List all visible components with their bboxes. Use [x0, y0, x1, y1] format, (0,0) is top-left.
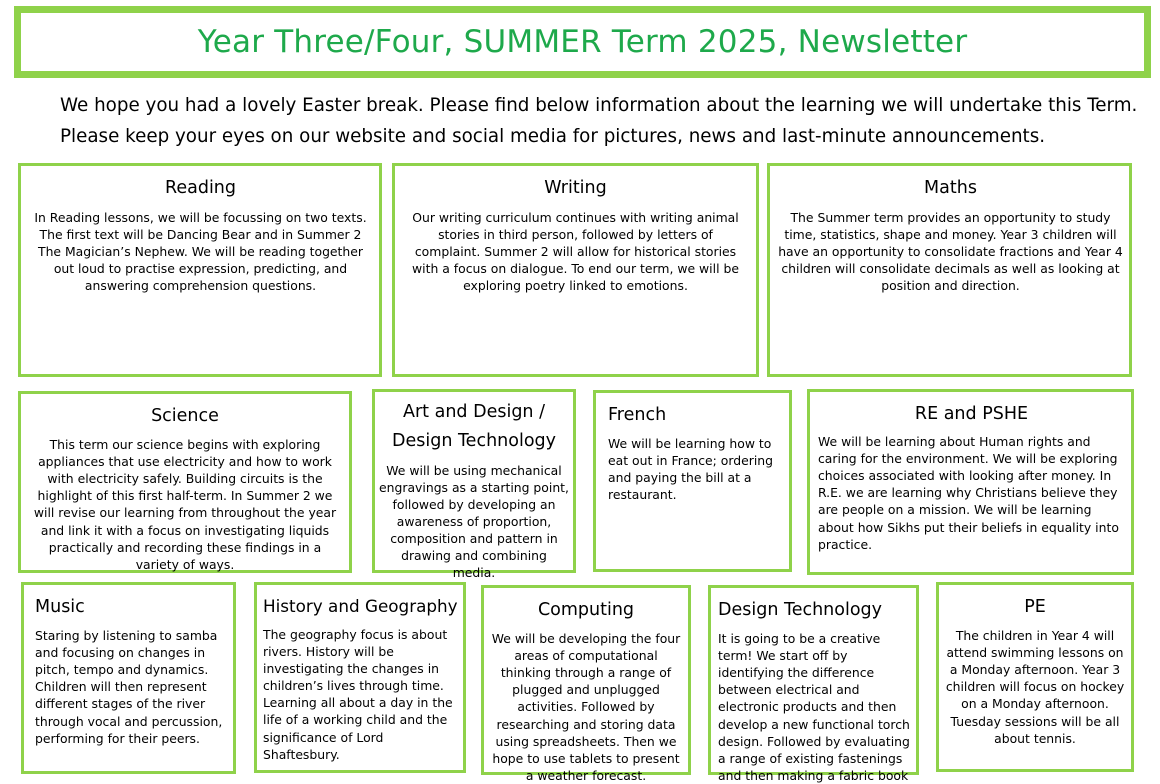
re-pshe-text: We will be learning about Human rights and caring for the environment. We will be exploring choices associated with looking after money. In R.E. we are learning why Christians believe they are people on a mission. We will be learning about how Sikhs put their beliefs in equality into practice.: [818, 434, 1119, 552]
computing-section: [481, 585, 691, 783]
computing-heading: Computing: [537, 600, 635, 620]
newsletter-title: Year Three/Four, SUMMER Term 2025, Newsletter: [197, 24, 968, 60]
design-technology-heading: Design Technology: [718, 600, 883, 620]
design-technology-text: It is going to be a creative term! We start off by identifying the difference between electrical and electronic products and then develop a new functional torch design. Followed by evaluating a range of existing fastenings and then making a fabric book: [718, 631, 910, 783]
art-design-text: We will be using mechanical engravings as a starting point, followed by developing an awareness of proportion, composition and pattern in drawing and combining media.: [379, 462, 569, 581]
re-pshe-heading: RE and PSHE: [914, 404, 1029, 424]
science-heading: Science: [151, 406, 219, 426]
music-section: [21, 582, 236, 774]
reading-section: [18, 163, 382, 377]
newsletter-title-box: [14, 6, 1151, 78]
maths-heading: Maths: [924, 178, 977, 198]
writing-heading: Writing: [544, 178, 607, 198]
design-technology-section: [708, 585, 919, 783]
re-pshe-section: [807, 389, 1134, 575]
pe-section: [936, 582, 1134, 772]
music-text: Staring by listening to samba and focusing on changes in pitch, tempo and dynamics. Children will then represent different stages of the river through vocal and percussion, performing for their peers.: [35, 628, 223, 746]
history-geography-heading: History and Geography: [263, 596, 458, 616]
pe-text: The children in Year 4 will attend swimming lessons on a Monday afternoon. Year 3 children will focus on hockey on a Monday afternoon. Tuesday sessions will be all about tennis.: [945, 628, 1125, 746]
pe-heading: PE: [1024, 597, 1046, 617]
art-design-section: [372, 389, 576, 581]
computing-text: We will be developing the four areas of computational thinking through a range of plugged and unplugged activities. Followed by researching and storing data using spreadsheets. Then we hope to use tablets to present a weather forecast.: [491, 631, 681, 783]
history-geography-section: [254, 582, 466, 773]
intro-line-1: We hope you had a lovely Easter break. Please find below information about the learning we will undertake this Term.: [60, 95, 1138, 116]
science-text: This term our science begins with exploring appliances that use electricity and how to work with electricity safely. Building circuits is the highlight of this first half-term. In Summer 2 we will revise our learning from throughout the year and link it with a focus on investigating liquids practically and recording these findings in a variety of ways.: [33, 437, 337, 572]
maths-text: The Summer term provides an opportunity to study time, statistics, shape and money. Year 3 children will have an opportunity to consolidate fractions and Year 4 children will consolidate decimals as well as looking at position and direction.: [778, 210, 1123, 294]
science-section: [18, 391, 352, 573]
french-heading: French: [608, 405, 667, 425]
intro-line-2: Please keep your eyes on our website and social media for pictures, news and last-minute announcements.: [60, 126, 1046, 147]
reading-text: In Reading lessons, we will be focussing on two texts. The first text will be Dancing Bear and in Summer 2 The Magician’s Nephew. We will be reading together out loud to practise expression, predicting, and answering comprehension questions.: [34, 210, 367, 294]
art-design-heading-line2: Design Technology: [391, 430, 556, 451]
french-text: We will be learning how to eat out in France; ordering and paying the bill at a restaurant.: [608, 436, 773, 503]
writing-section: [392, 163, 759, 377]
writing-text: Our writing curriculum continues with writing animal stories in third person, followed by letters of complaint. Summer 2 will allow for historical stories with a focus on dialogue. To end our term, we will be exploring poetry linked to emotions.: [412, 210, 739, 294]
french-section: [593, 390, 792, 572]
music-heading: Music: [35, 597, 85, 617]
reading-heading: Reading: [164, 178, 237, 198]
history-geography-text: The geography focus is about rivers. History will be investigating the changes in children’s lives through time. Learning all about a day in the life of a working child and the significance of Lord Shaftesbury.: [263, 626, 453, 762]
maths-section: [767, 163, 1132, 377]
art-design-heading-line1: Art and Design /: [403, 402, 545, 422]
